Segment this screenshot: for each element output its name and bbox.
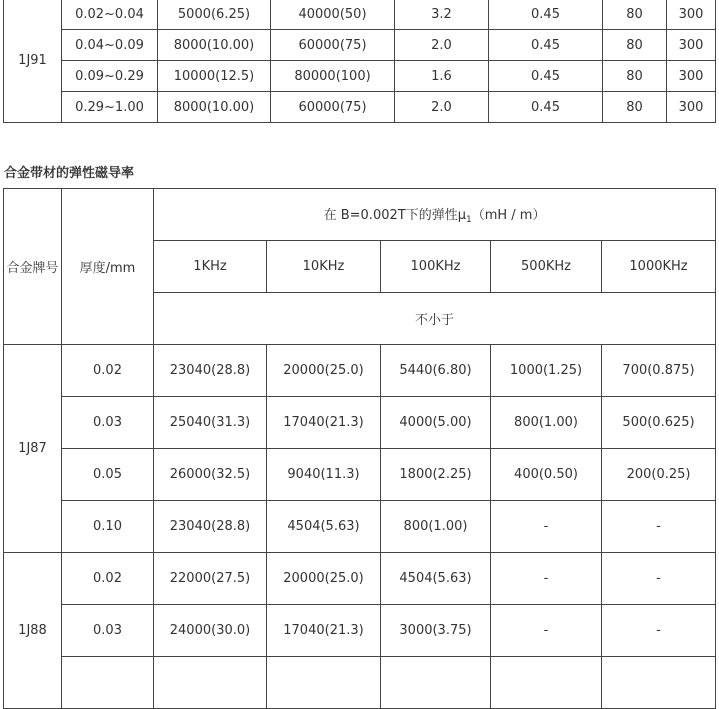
table-cell: 0.45: [489, 92, 603, 123]
table-cell: 60000(75): [271, 92, 395, 123]
table-cell: 2.0: [395, 30, 489, 61]
table-cell: 2.0: [395, 92, 489, 123]
table-cell: 0.45: [489, 0, 603, 30]
measure-header: [154, 189, 716, 241]
table-cell: 5000(6.25): [158, 0, 271, 30]
table-row: [4, 449, 716, 501]
permeability-cell: 1800(2.25): [381, 449, 491, 501]
table-cell: 1.6: [395, 61, 489, 92]
permeability-cell: [267, 657, 381, 709]
permeability-cell: 1000(1.25): [491, 345, 602, 397]
permeability-cell: 4000(5.00): [381, 397, 491, 449]
permeability-cell: 800(1.00): [381, 501, 491, 553]
thickness-cell: 0.10: [62, 501, 154, 553]
frequency-header: 1000KHz: [602, 241, 716, 293]
frequency-header: 1KHz: [154, 241, 267, 293]
table-row: [4, 345, 716, 397]
table-cell: 0.09~0.29: [62, 61, 158, 92]
permeability-cell: 23040(28.8): [154, 501, 267, 553]
permeability-cell: 800(1.00): [491, 397, 602, 449]
measure-header-subscript: 1: [465, 215, 472, 225]
permeability-cell: 200(0.25): [602, 449, 716, 501]
table-cell: 40000(50): [271, 0, 395, 30]
alloy-grade-cell: 1J88: [4, 553, 62, 709]
permeability-cell: [154, 657, 267, 709]
table-cell: 0.02~0.04: [62, 0, 158, 30]
permeability-cell: -: [491, 605, 602, 657]
thickness-cell: 0.03: [62, 397, 154, 449]
table-cell: 0.04~0.09: [62, 30, 158, 61]
permeability-cell: [602, 657, 716, 709]
thickness-cell: [62, 657, 154, 709]
permeability-cell: -: [491, 553, 602, 605]
permeability-cell: 20000(25.0): [267, 553, 381, 605]
table-cell: 80: [603, 92, 667, 123]
table-cell: 0.45: [489, 30, 603, 61]
thickness-cell: 0.02: [62, 553, 154, 605]
permeability-cell: 17040(21.3): [267, 397, 381, 449]
thickness-cell: 0.02: [62, 345, 154, 397]
permeability-cell: 500(0.625): [602, 397, 716, 449]
table-cell: 10000(12.5): [158, 61, 271, 92]
table-cell: 300: [667, 92, 716, 123]
table-cell: 300: [667, 61, 716, 92]
table-cell: 0.45: [489, 61, 603, 92]
table-row: [4, 657, 716, 709]
thickness-cell: 0.05: [62, 449, 154, 501]
permeability-cell: -: [602, 605, 716, 657]
table-row: [4, 397, 716, 449]
permeability-cell: 23040(28.8): [154, 345, 267, 397]
permeability-cell: 20000(25.0): [267, 345, 381, 397]
properties-table-1j91: [3, 0, 716, 123]
permeability-cell: 24000(30.0): [154, 605, 267, 657]
table-cell: 8000(10.00): [158, 30, 271, 61]
frequency-header: 100KHz: [381, 241, 491, 293]
measure-header-prefix: 在 B=0.002T下的弹性μ: [323, 208, 466, 223]
table-row: [4, 553, 716, 605]
table-cell: 8000(10.00): [158, 92, 271, 123]
permeability-cell: 700(0.875): [602, 345, 716, 397]
permeability-cell: 26000(32.5): [154, 449, 267, 501]
permeability-cell: -: [602, 553, 716, 605]
permeability-cell: -: [602, 501, 716, 553]
table-row: [4, 92, 716, 123]
alloy-grade-cell: 1J91: [4, 0, 62, 123]
permeability-cell: 9040(11.3): [267, 449, 381, 501]
table-cell: 300: [667, 30, 716, 61]
table-cell: 3.2: [395, 0, 489, 30]
permeability-cell: 25040(31.3): [154, 397, 267, 449]
permeability-cell: 3000(3.75): [381, 605, 491, 657]
permeability-cell: 17040(21.3): [267, 605, 381, 657]
permeability-cell: 400(0.50): [491, 449, 602, 501]
permeability-cell: 5440(6.80): [381, 345, 491, 397]
table-cell: 300: [667, 0, 716, 30]
table-cell: 80: [603, 30, 667, 61]
permeability-cell: [381, 657, 491, 709]
permeability-cell: -: [491, 501, 602, 553]
permeability-cell: [491, 657, 602, 709]
table-cell: 80: [603, 0, 667, 30]
alloy-grade-cell: 1J87: [4, 345, 62, 553]
table-cell: 80: [603, 61, 667, 92]
alloy-grade-header: 合金牌号: [4, 189, 62, 345]
table-row: [4, 0, 716, 30]
table-row: [4, 605, 716, 657]
thickness-header: 厚度/mm: [62, 189, 154, 345]
measure-header-suffix: （mH / m）: [471, 208, 546, 223]
table-cell: 0.29~1.00: [62, 92, 158, 123]
elastic-permeability-table: [3, 188, 716, 709]
header-row-1: [4, 189, 716, 241]
frequency-header: 500KHz: [491, 241, 602, 293]
permeability-cell: 4504(5.63): [267, 501, 381, 553]
table-row: [4, 30, 716, 61]
thickness-cell: 0.03: [62, 605, 154, 657]
minimum-label: 不小于: [154, 293, 716, 345]
frequency-header: 10KHz: [267, 241, 381, 293]
permeability-cell: 22000(27.5): [154, 553, 267, 605]
table-caption: 合金带材的弹性磁导率: [4, 166, 135, 181]
table-cell: 80000(100): [271, 61, 395, 92]
table-row: [4, 501, 716, 553]
table-cell: 60000(75): [271, 30, 395, 61]
permeability-cell: 4504(5.63): [381, 553, 491, 605]
table-row: [4, 61, 716, 92]
